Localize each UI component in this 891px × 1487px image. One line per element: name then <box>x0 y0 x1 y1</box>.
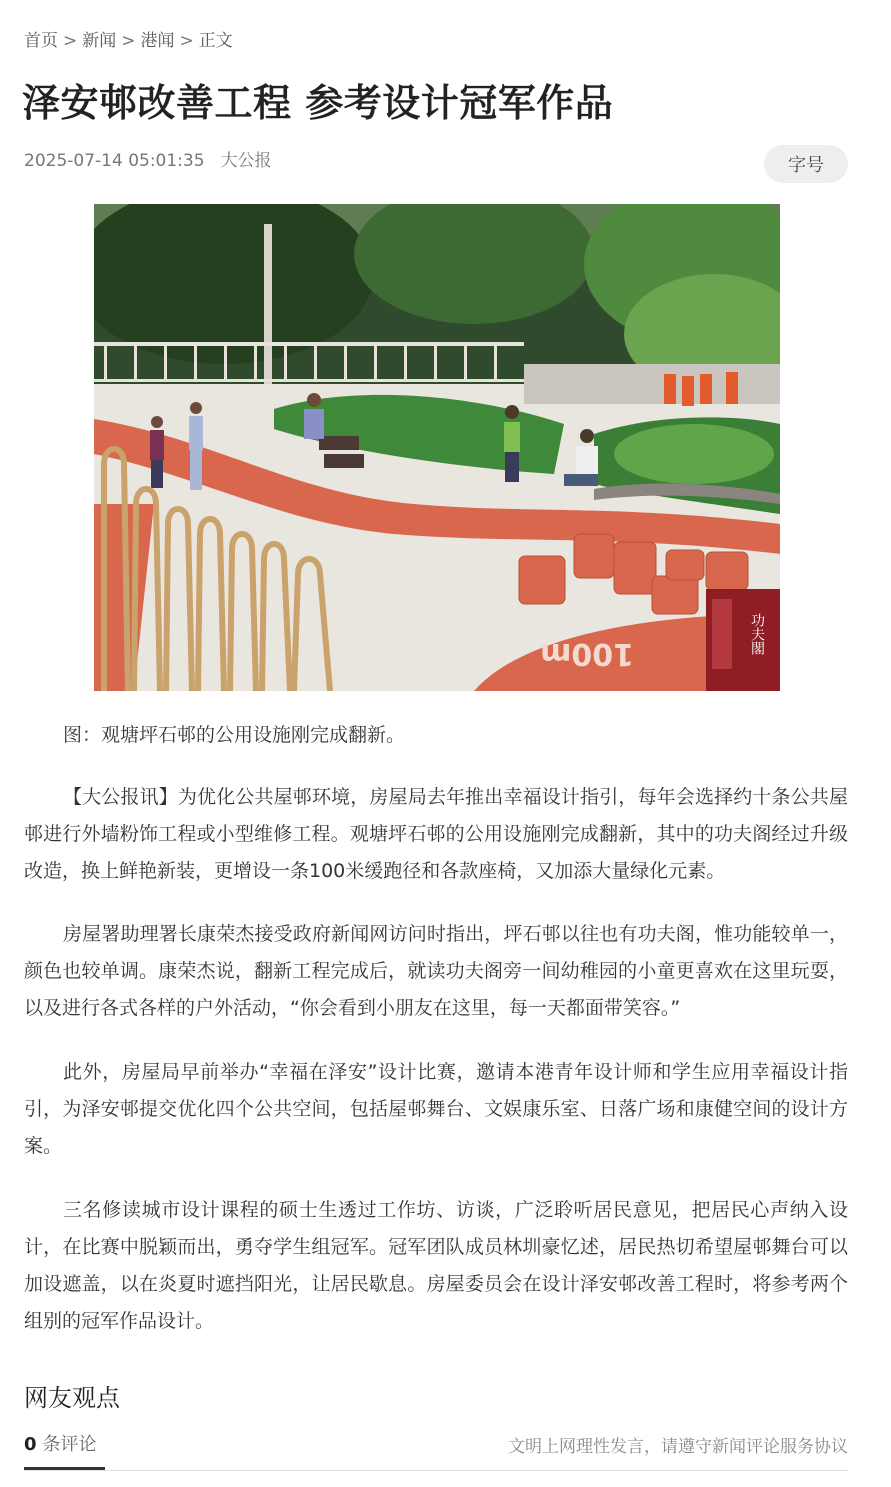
article-meta <box>24 146 272 171</box>
article-paragraph: 【大公报讯】为优化公共屋邨环境，房屋局去年推出幸福设计指引，每年会选择约十条公共屋邨进行外墙粉饰工程或小型维修工程。观塘坪石邨的公用设施刚完成翻新，其中的功夫阁经过升级改造，换上鲜艳新装，更增设一条100米缓跑径和各款座椅，又加添大量绿化元素。 <box>24 786 848 882</box>
breadcrumb-separator: > <box>179 31 194 51</box>
breadcrumb-home-link[interactable]: 首页 <box>24 31 58 51</box>
comment-count-number: 0 <box>24 1434 37 1455</box>
photo-sign-text: 功夫閣 <box>749 613 765 655</box>
breadcrumb <box>24 26 233 51</box>
article-paragraph: 三名修读城市设计课程的硕士生透过工作坊、访谈，广泛聆听居民意见，把居民心声纳入设计，在比赛中脱颖而出，勇夺学生组冠军。冠军团队成员林圳豪忆述，居民热切希望屋邨舞台可以加设遮盖，以在炎夏时遮挡阳光，让居民歇息。房屋委员会在设计泽安邨改善工程时，将参考两个组别的冠军作品设计。 <box>24 1199 848 1332</box>
article-datetime: 2025-07-14 05:01:35 <box>24 151 205 171</box>
article-paragraph: 房屋署助理署长康荣杰接受政府新闻网访问时指出，坪石邨以往也有功夫阁，惟功能较单一，颜色也较单调。康荣杰说，翻新工程完成后，就读功夫阁旁一间幼稚园的小童更喜欢在这里玩耍，以及进行各式各样的户外活动，“你会看到小朋友在这里，每一天都面带笑容。” <box>24 923 848 1019</box>
font-size-button[interactable]: 字号 <box>764 145 848 183</box>
article-photo <box>94 204 780 691</box>
breadcrumb-hk-news-link[interactable]: 港闻 <box>140 31 175 51</box>
image-caption: 图：观塘坪石邨的公用设施刚完成翻新。 <box>63 724 406 746</box>
comments-section-title: 网友观点 <box>24 1384 120 1412</box>
comment-count-tab[interactable] <box>24 1430 105 1470</box>
breadcrumb-separator: > <box>121 31 136 51</box>
article-source: 大公报 <box>220 151 272 171</box>
comment-count-label: 条评论 <box>42 1434 97 1455</box>
comment-bar <box>24 1430 848 1471</box>
comment-policy-link[interactable]: 文明上网理性发言，请遵守新闻评论服务协议 <box>508 1437 848 1457</box>
article-title: 泽安邨改善工程 参考设计冠军作品 <box>22 81 614 125</box>
breadcrumb-current: 正文 <box>198 31 233 51</box>
breadcrumb-news-link[interactable]: 新闻 <box>82 31 117 51</box>
article-paragraph: 此外，房屋局早前举办“幸福在泽安”设计比赛，邀请本港青年设计师和学生应用幸福设计指引，为泽安邨提交优化四个公共空间，包括屋邨舞台、文娱康乐室、日落广场和康健空间的设计方案。 <box>24 1061 848 1157</box>
breadcrumb-separator: > <box>63 31 78 51</box>
photo-ground-text: 100m <box>540 636 634 671</box>
photo-illustration <box>94 204 780 691</box>
